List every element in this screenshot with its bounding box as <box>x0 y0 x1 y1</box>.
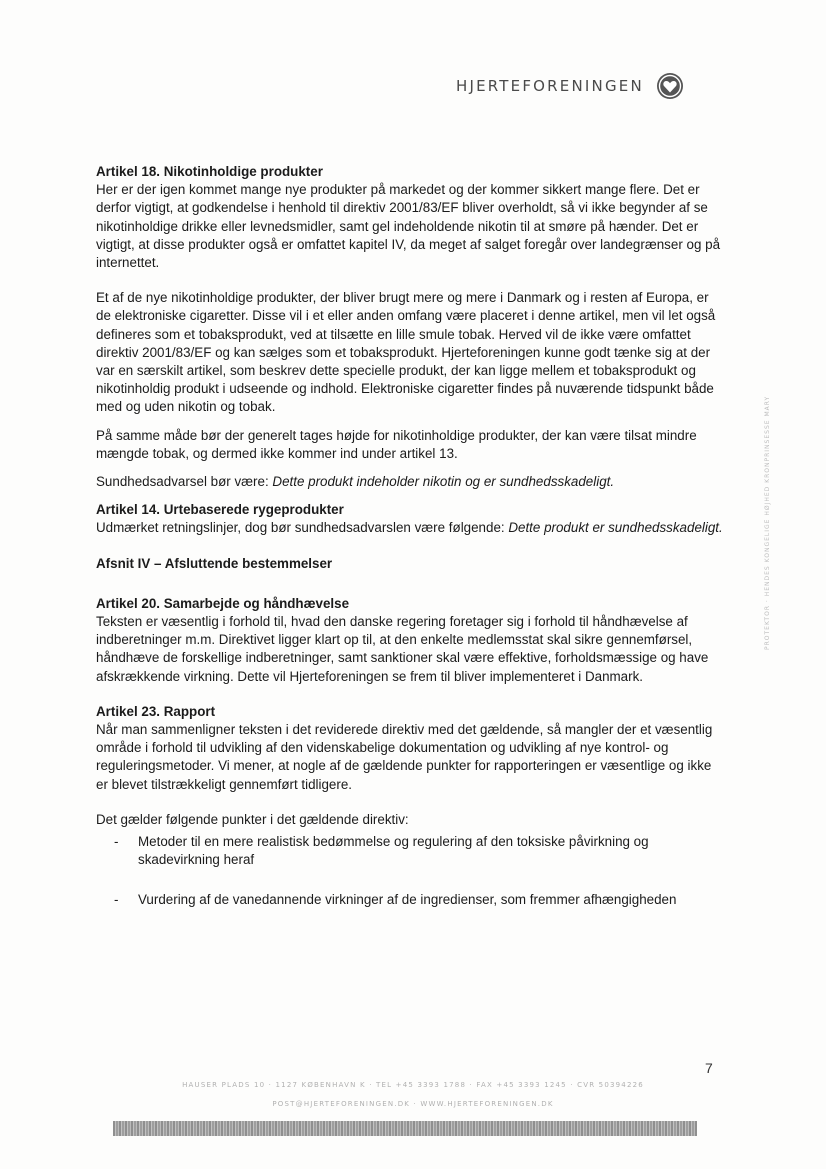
article-20-paragraph: Teksten er væsentlig i forhold til, hvad den danske regering foretager sig i forhold til håndhævelse af indberetninger m.m. Direktivet ligger klart op til, at den enkelte medlemsstat skal sikre gennemførsel, håndhæve de forskellige indberetninger, samt sanktioner skal være effektive, forholdsmæssige og have afskrækkende virkning. Dette vil Hjerteforeningen se frem til bliver implementeret i Danmark. <box>96 614 709 684</box>
article-23-paragraph: Når man sammenligner teksten i det reviderede direktiv med det gældende, så mangler der et væsentlig område i forhold til udvikling af den videnskabelige dokumentation og udvikling af nye kontrol- og reguleringsmetoder. Vi mener, at nogle af de gældende punkter for rapporteringen er væsentlige og ikke er blevet tilstrækkeligt gennemført tidligere. <box>96 722 713 792</box>
article-14-heading: Artikel 14. Urtebaserede rygeprodukter <box>96 502 344 518</box>
document-body <box>96 163 726 930</box>
page-number: 7 <box>705 1060 713 1076</box>
article-23-heading: Artikel 23. Rapport <box>96 703 216 719</box>
header-brand <box>456 72 684 100</box>
list-item: - Vurdering af de vanedannende virkninger af de ingredienser, som fremmer afhængigheden <box>138 891 726 909</box>
article-23-list-intro: Det gælder følgende punkter i det gældende direktiv: <box>96 811 409 827</box>
heart-logo-icon <box>656 72 684 100</box>
article-20-heading: Artikel 20. Samarbejde og håndhævelse <box>96 595 350 611</box>
article-14-warning-text: Dette produkt er sundhedsskadeligt. <box>508 520 723 536</box>
article-18-heading: Artikel 18. Nikotinholdige produkter <box>96 164 323 179</box>
article-18-paragraph-2: Et af de nye nikotinholdige produkter, der bliver brugt mere og mere i Danmark og i resten af Europa, er de elektroniske cigaretter. Disse vil i et eller anden omfang være placeret i denne artikel, men vil let også defineres som et tobaksprodukt, ved at tilsætte en lille smule tobak. Herved vil de ikke være omfattet direktiv 2001/83/EF og kan sælges som et tobaksprodukt. Hjerteforeningen kunne godt tænke sig at der var en særskilt artikel, som beskrev dette specielle produkt, der kan ligge mellem et tobaksprodukt og nikotinholdig produkt i udseende og indhold. Elektroniske cigaretter findes på nuværende tidspunkt både med og uden nikotin og tobak. <box>96 290 716 415</box>
article-18-warning <box>96 473 726 491</box>
list-item: - Metoder til en mere realistisk bedømmelse og regulering af den toksiske påvirkning og skadevirkning heraf <box>138 833 726 869</box>
warning-text: Dette produkt indeholder nikotin og er sundhedsskadeligt. <box>272 474 615 490</box>
footer-address: HAUSER PLADS 10 · 1127 KØBENHAVN K · TEL +45 3393 1788 · FAX +45 3393 1245 · CVR 50394226 <box>182 1081 644 1089</box>
footer-contact: POST@HJERTEFORENINGEN.DK · WWW.HJERTEFORENINGEN.DK <box>272 1100 554 1108</box>
article-18-paragraph-3: På samme måde bør der generelt tages højde for nikotinholdige produkter, der kan være tilsat mindre mængde tobak, og dermed ikke kommer ind under artikel 13. <box>96 427 697 461</box>
article-18-paragraph-1: Her er der igen kommet mange nye produkter på markedet og der kommer sikkert mange flere. Det er derfor vigtigt, at godkendelse i henhold til direktiv 2001/83/EF bliver overholdt, så vi ikke begynder af se nikotinholdige drikke eller levnedsmidler, samt gel indeholdende nikotin til at smøre på hænder. Det er vigtigt, at disse produkter også er omfattet kapitel IV, da meget af salget foregår over landegrænser og på internettet. <box>96 182 721 271</box>
article-14-prefix: Udmærket retningslinjer, dog bør sundhedsadvarslen være følgende: <box>96 520 509 536</box>
section-4-heading: Afsnit IV – Afsluttende bestemmelser <box>96 555 333 571</box>
warning-prefix: Sundhedsadvarsel bør være: <box>96 474 273 490</box>
article-14-paragraph <box>96 519 726 537</box>
scan-strip <box>113 1121 697 1136</box>
side-protector-text: PROTEKTOR · HENDES KONGELIGE HØJHED KRONPRINSESSE MARY <box>764 395 771 650</box>
brand-name: HJERTEFORENINGEN <box>456 77 644 95</box>
article-23-list <box>96 833 726 909</box>
